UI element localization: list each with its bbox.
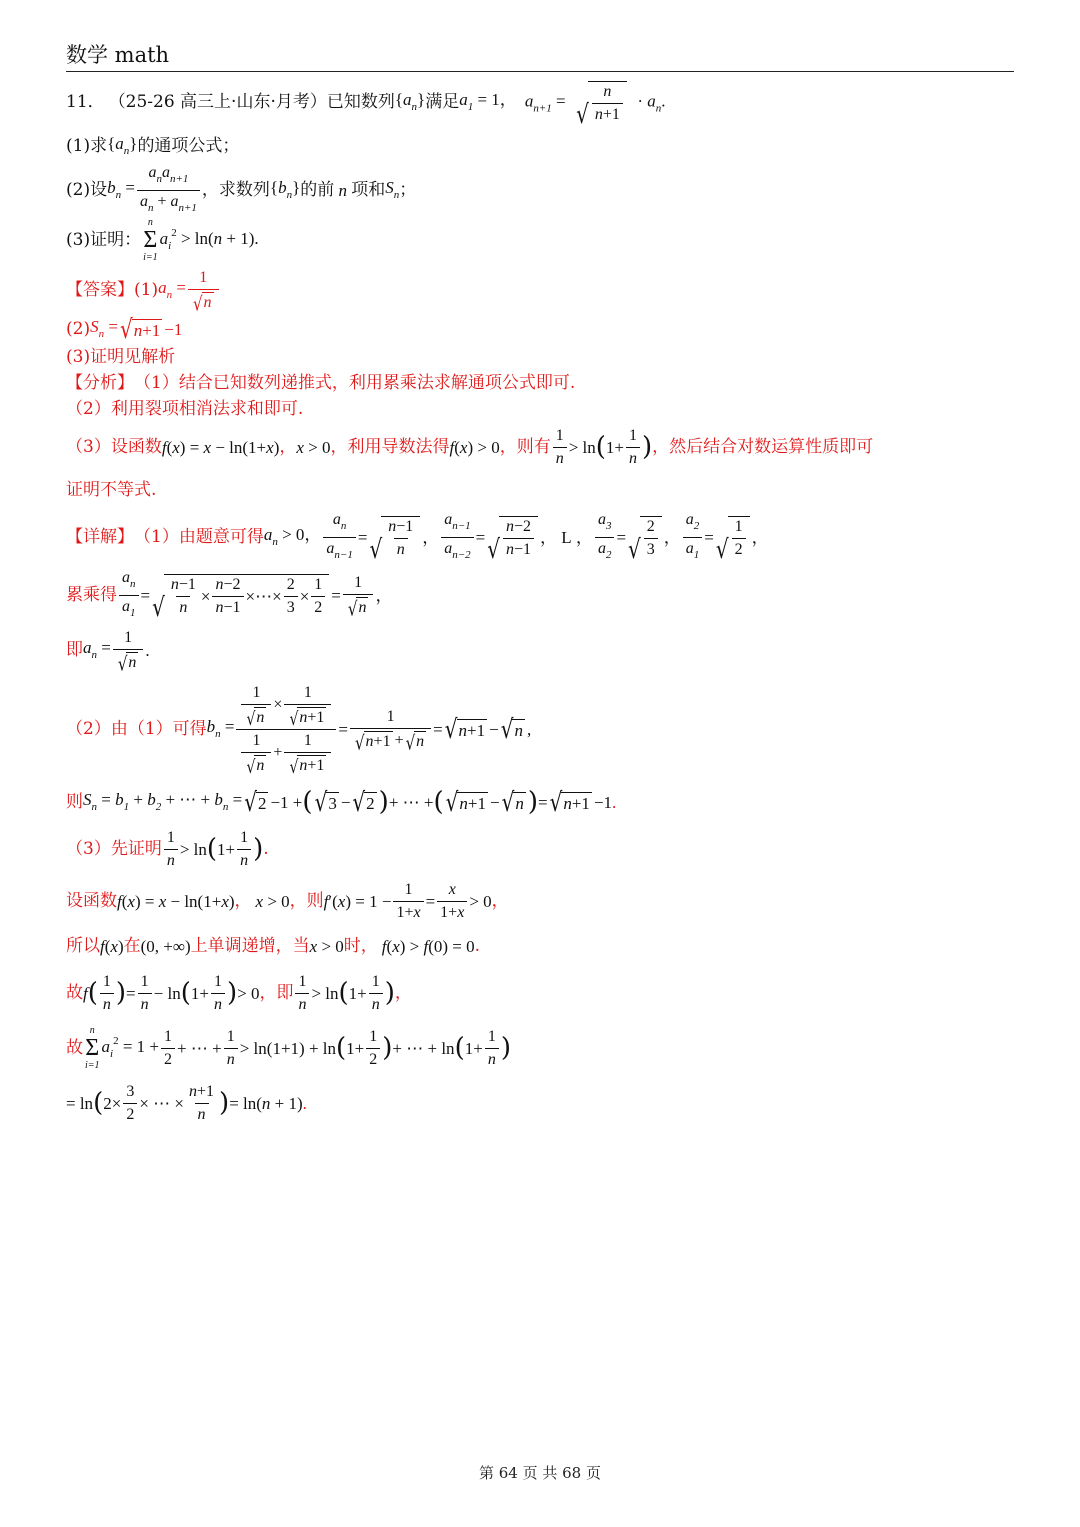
problem-number: 11． xyxy=(66,91,105,112)
detail-step1-product: 累乘得 $\frac{a_n}{a_1}$ = √ $\frac{n-1}{n}$ × $\frac{n-2}{n-1}$ ×⋯× $\frac{2}{3}$ × $\frac{1}{2}$ = 1 √ n ， xyxy=(66,568,393,623)
problem-satisfy: 满足 xyxy=(425,91,460,112)
detail-tag: 【详解】 xyxy=(66,526,134,547)
page-number: 第 64 页 共 68 页 xyxy=(478,1464,601,1482)
page-header xyxy=(66,40,1014,72)
detail-step1-result: 即 $a_n$ = 1 √ n . xyxy=(66,628,150,676)
detail-step3-derivative: 设函数 f(x) = x − ln(1+x) ， x > 0 ，则 f′(x) = 1 − $\frac{1}{1+x}$ = $\frac{x}{1+x}$ > 0 ， xyxy=(66,880,509,921)
analysis-p3-cont: 证明不等式. xyxy=(66,479,157,500)
detail-step1: 【详解】 （1）由题意可得 $a_n > 0$， $\frac{a_n}{a_{n-1}}$ = √ $\frac{n-1}{n}$ ， $\frac{a_{n-1}}{a_{n-2}}$ = √ $\frac{n-2}{n-1}$ ， L ， $\frac{a_3}{a_2}$ = √ $\frac{2}{3}$ ， $\frac{a_2}{a_1}$ = √ $\frac{1}{2}$ ， xyxy=(66,510,769,565)
analysis-p3: （3）设函数 f(x) = x − ln(1+x) ， x > 0 ，利用导数法得 f(x) > 0 ，则有 $\frac{1}{n}$ > ln ( 1+ $\frac{1}{n}$ ) ，然后结合对数运算性质即可 xyxy=(66,426,874,467)
part1-question: (1)求 $\{a_n\}$ 的通项公式； xyxy=(66,134,240,157)
detail-step2: （2）由（1）可得 $b_n$ = 1 √ n × 1 √ n +1 1 √ n + 1 √ n +1 = 1 √ n +1 + √ n = √ n +1 − √ n , xyxy=(66,683,532,778)
detail-step2-sum: 则 $S_n = b_1 + b_2$ + ⋯ + $b_n$ = √ 2 −1 + ( √ 3 − √ 2 ) + ⋯ + ( √ n +1 − √ n ) = √ n +1 −1. xyxy=(66,786,617,818)
detail-step3-apply: 故 f ( $\frac{1}{n}$ ) = $\frac{1}{n}$ − ln ( 1+ $\frac{1}{n}$ ) > 0 ，即 $\frac{1}{n}$ > ln ( 1+ $\frac{1}{n}$ ) ， xyxy=(66,972,412,1013)
detail-step3-sum: 故 n Σ i=1 $a_i^2 = 1$ + $\frac{1}{2}$ + ⋯ + $\frac{1}{n}$ > ln(1+1) + ln ( 1+ $\frac{1}{2}$ ) + ⋯ + ln ( 1+ $\frac{1}{n}$ ) xyxy=(66,1025,511,1071)
math-recurrence: $a_{n+1}$ = √ $\frac{n}{n+1}$ · $a_n$. xyxy=(524,82,666,130)
part2-question: (2)设 $b_n$ = $\frac{a_na_{n+1}}{a_n + a_{n+1}}$ ，求数列 $\{b_n\}$ 的前 n 项和 $S_n$ ； xyxy=(66,166,1016,214)
analysis-tag: 【分析】 xyxy=(66,372,134,393)
answer-line-1: 【答案】 (1) $a_n$ = 1 √ n xyxy=(66,266,1016,314)
answer-line-2: (2) $S_n$ = √ n +1 −1 xyxy=(66,313,183,345)
analysis-p2: （2）利用裂项相消法求和即可. xyxy=(66,398,304,419)
answer-line-3: (3)证明见解析 xyxy=(66,346,176,367)
detail-step3-monotone: 所以 f(x) 在 (0, +∞) 上单调递增，当 x > 0 时， f(x) > f(0) = 0 . xyxy=(66,935,481,956)
part3-question: (3)证明： n Σ i=1 $a_i^2 > \ln(n + 1)$. xyxy=(66,217,259,263)
answer-tag: 【答案】 xyxy=(66,279,134,300)
problem-intro: 已知数列 xyxy=(326,91,395,112)
header-title: 数学 math xyxy=(66,43,170,67)
page-footer xyxy=(0,1462,1080,1483)
detail-step3-claim: （3）先证明 $\frac{1}{n}$ > ln ( 1+ $\frac{1}{n}$ ) . xyxy=(66,828,269,869)
problem-statement xyxy=(66,78,1016,130)
math-seq-an: $\{a_n\}$ xyxy=(394,90,426,113)
math-a1-eq: $a_1 = 1$， xyxy=(459,90,517,113)
problem-content xyxy=(66,78,1016,1130)
detail-step3-final: = ln ( 2× $\frac{3}{2}$ × ⋯ × $\frac{n+1}{n}$ ) = ln(n + 1). xyxy=(66,1082,307,1123)
problem-source: （25-26 高三上·山东·月考） xyxy=(108,91,327,112)
analysis-p1: 【分析】 （1）结合已知数列递推式，利用累乘法求解通项公式即可. xyxy=(66,372,576,393)
